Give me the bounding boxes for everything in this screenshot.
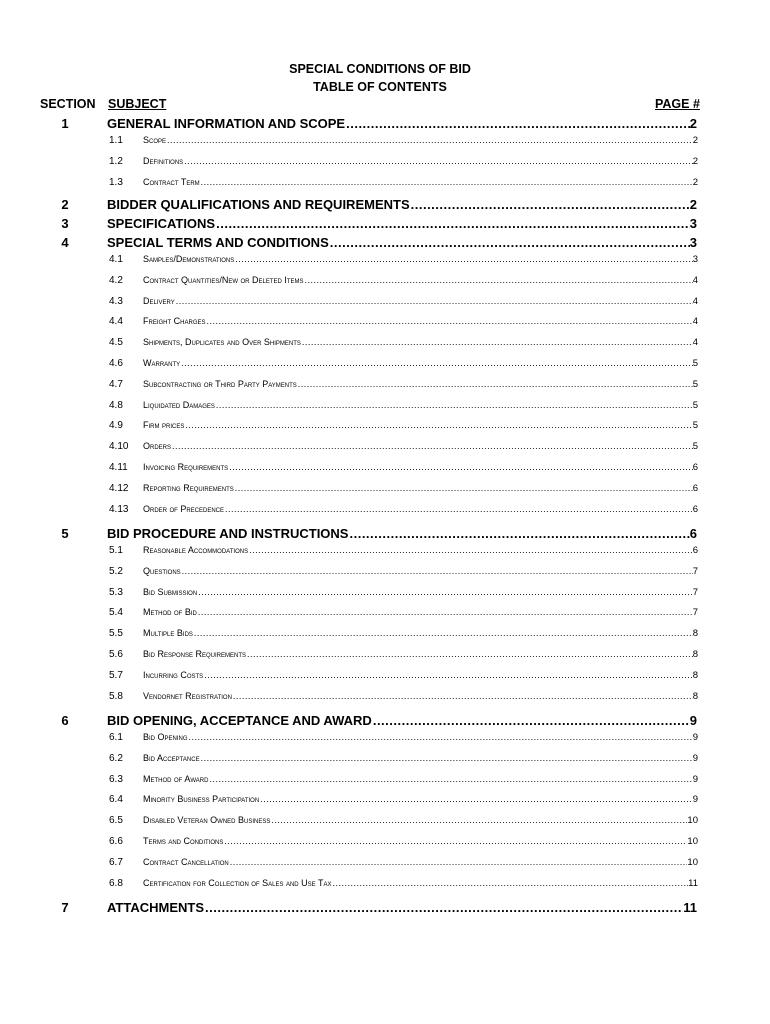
subsection-number: 5.5 (109, 628, 123, 640)
toc-entry-minor[interactable] (109, 607, 698, 618)
section-number: 3 (61, 216, 69, 231)
page-number: 9 (692, 773, 698, 785)
subsection-label: Method of Award (143, 773, 209, 784)
dot-leader (208, 774, 692, 784)
subsection-label: Invoicing Requirements (143, 462, 229, 472)
section-title: BIDDER QUALIFICATIONS AND REQUIREMENTS (107, 197, 410, 212)
subsection-label: Reporting Requirements (143, 482, 234, 493)
page-number: 8 (692, 669, 698, 681)
dot-leader (232, 691, 693, 701)
page-number: 7 (692, 586, 698, 598)
subsection-number: 1.3 (109, 176, 123, 188)
section-number: 7 (61, 900, 69, 915)
dot-leader (197, 587, 693, 597)
toc-entry-minor[interactable] (109, 316, 698, 327)
page-number: 11 (683, 900, 697, 915)
toc-entry-minor[interactable] (109, 462, 698, 473)
page-number: 5 (692, 378, 698, 390)
dot-leader (248, 545, 693, 555)
dot-leader (193, 628, 693, 638)
page-number: 5 (692, 420, 698, 432)
subsection-label: Shipments, Duplicates and Over Shipments (143, 337, 301, 348)
page-number: 10 (687, 856, 698, 868)
page-number: 3 (692, 254, 698, 265)
page-number: 2 (692, 155, 698, 167)
toc-entry-minor[interactable] (109, 753, 698, 764)
column-header-page: PAGE # (655, 97, 700, 111)
page-number: 6 (692, 503, 698, 515)
subsection-label: Orders (143, 441, 172, 452)
toc-entry-minor[interactable] (109, 836, 698, 847)
page-number: 8 (692, 649, 698, 660)
toc-entry-minor[interactable] (109, 177, 698, 188)
page-number: 11 (688, 877, 698, 889)
page-number: 4 (692, 337, 698, 349)
page-number: 4 (692, 295, 698, 307)
toc-entry-major[interactable] (107, 235, 697, 250)
toc-entry-minor[interactable] (109, 774, 698, 785)
subsection-number: 5.3 (109, 586, 123, 598)
dot-leader (166, 135, 693, 145)
toc-entry-minor[interactable] (109, 483, 698, 494)
subsection-label: Terms and Conditions (143, 836, 224, 846)
dot-leader (203, 670, 693, 680)
subsection-number: 4.3 (109, 295, 123, 307)
subsection-label: Warranty (143, 358, 181, 368)
dot-leader (234, 483, 693, 493)
toc-entry-minor[interactable] (109, 400, 698, 411)
dot-leader (183, 156, 693, 166)
subsection-number: 4.4 (109, 316, 123, 328)
subsection-label: Scope (143, 135, 167, 145)
dot-leader (228, 462, 693, 472)
toc-entry-minor[interactable] (109, 649, 698, 660)
subsection-number: 6.4 (109, 794, 123, 806)
dot-leader (297, 379, 693, 389)
dot-leader (372, 713, 690, 728)
subsection-label: Contract Cancellation (143, 856, 229, 867)
section-number: 5 (61, 526, 69, 541)
toc-entry-minor[interactable] (109, 815, 698, 826)
dot-leader (215, 400, 693, 410)
toc-entry-minor[interactable] (109, 732, 698, 743)
subsection-label: Freight Charges (143, 316, 206, 327)
dot-leader (224, 504, 693, 514)
page-number: 3 (689, 235, 697, 250)
subsection-number: 4.8 (109, 399, 123, 411)
subsection-label: Reasonable Accommodations (143, 545, 249, 555)
page-number: 9 (692, 732, 698, 743)
dot-leader (200, 753, 693, 763)
dot-leader (175, 296, 693, 306)
subsection-label: Firm prices (143, 420, 185, 431)
page-number: 9 (692, 752, 698, 764)
page-number: 10 (687, 836, 698, 847)
dot-leader (229, 857, 688, 867)
page-number: 2 (689, 116, 697, 131)
page-number: 10 (687, 815, 698, 827)
subsection-number: 4.1 (109, 254, 123, 265)
page-number: 4 (692, 274, 698, 286)
subsection-number: 4.2 (109, 274, 123, 286)
document-title: SPECIAL CONDITIONS OF BID (289, 62, 471, 76)
subsection-number: 4.12 (109, 482, 129, 494)
subsection-number: 6.5 (109, 815, 123, 827)
toc-entry-major[interactable] (107, 713, 697, 728)
subsection-label: Method of Bid (143, 607, 197, 618)
page-number: 4 (692, 316, 698, 328)
dot-leader (301, 337, 693, 347)
dot-leader (331, 878, 688, 888)
section-title: SPECIAL TERMS AND CONDITIONS (107, 235, 329, 250)
subsection-label: Questions (143, 565, 181, 576)
subsection-number: 6.8 (109, 877, 123, 889)
dot-leader (180, 358, 693, 368)
toc-entry-minor[interactable] (109, 628, 698, 639)
subsection-number: 6.1 (109, 732, 123, 743)
dot-leader (410, 197, 690, 212)
toc-entry-minor[interactable] (109, 379, 698, 390)
subsection-label: Bid Response Requirements (143, 649, 247, 659)
subsection-label: Certification for Collection of Sales and Use Tax (143, 877, 332, 888)
page-number: 6 (692, 545, 698, 556)
subsection-number: 1.2 (109, 155, 123, 167)
subsection-label: Minority Business Participation (143, 794, 260, 805)
subsection-number: 4.7 (109, 378, 123, 390)
toc-entry-major[interactable] (107, 197, 697, 212)
toc-entry-minor[interactable] (109, 857, 698, 868)
toc-entry-minor[interactable] (109, 156, 698, 167)
dot-leader (270, 815, 687, 825)
subsection-number: 4.6 (109, 358, 123, 369)
toc-entry-minor[interactable] (109, 337, 698, 348)
subsection-label: Disabled Veteran Owned Business (143, 815, 271, 826)
toc-entry-major[interactable] (107, 900, 697, 915)
dot-leader (348, 526, 689, 541)
subsection-number: 4.11 (109, 462, 128, 473)
toc-entry-minor[interactable] (109, 566, 698, 577)
toc-entry-minor[interactable] (109, 794, 698, 805)
toc-entry-minor[interactable] (109, 275, 698, 286)
toc-entry-minor[interactable] (109, 670, 698, 681)
page-number: 6 (692, 462, 698, 473)
dot-leader (197, 607, 693, 617)
subsection-number: 5.2 (109, 565, 123, 577)
subsection-number: 5.4 (109, 607, 123, 619)
subsection-label: Multiple Bids (143, 628, 193, 639)
column-header-section: SECTION (40, 97, 96, 111)
toc-entry-minor[interactable] (109, 296, 698, 307)
section-number: 1 (61, 116, 69, 131)
dot-leader (304, 275, 693, 285)
page-number: 2 (689, 197, 697, 212)
subsection-number: 4.9 (109, 420, 123, 432)
toc-entry-minor[interactable] (109, 358, 698, 369)
page-number: 8 (692, 690, 698, 702)
subsection-label: Bid Acceptance (143, 752, 200, 763)
toc-entry-major[interactable] (107, 116, 697, 131)
dot-leader (206, 316, 693, 326)
dot-leader (184, 420, 692, 430)
subsection-label: Vendornet Registration (143, 690, 232, 701)
dot-leader (345, 116, 690, 131)
page-number: 9 (689, 713, 697, 728)
page-number: 7 (692, 565, 698, 577)
toc-entry-major[interactable] (107, 216, 697, 231)
section-number: 2 (61, 197, 69, 212)
page-number: 6 (689, 526, 697, 541)
page-number: 3 (689, 216, 697, 231)
subsection-label: Samples/Demonstrations (143, 254, 235, 264)
subsection-number: 5.8 (109, 690, 123, 702)
subsection-label: Incurring Costs (143, 669, 204, 680)
subsection-number: 1.1 (109, 135, 123, 146)
dot-leader (200, 177, 693, 187)
section-number: 4 (61, 235, 69, 250)
toc-entry-minor[interactable] (109, 420, 698, 431)
toc-entry-minor[interactable] (109, 545, 698, 556)
page-number: 2 (692, 176, 698, 188)
page-number: 5 (692, 441, 698, 453)
dot-leader (171, 441, 693, 451)
toc-entry-minor[interactable] (109, 254, 698, 265)
subsection-number: 5.7 (109, 669, 123, 681)
dot-leader (234, 254, 692, 264)
section-title: SPECIFICATIONS (107, 216, 216, 231)
section-title: BID PROCEDURE AND INSTRUCTIONS (107, 526, 349, 541)
subsection-number: 4.13 (109, 503, 129, 515)
subsection-number: 6.2 (109, 752, 123, 764)
section-number: 6 (61, 713, 69, 728)
subsection-label: Bid Opening (143, 732, 188, 742)
subsection-label: Contract Quantities/New or Deleted Items (143, 274, 304, 285)
section-title: BID OPENING, ACCEPTANCE AND AWARD (107, 713, 372, 728)
subsection-number: 5.1 (109, 545, 123, 556)
dot-leader (246, 649, 693, 659)
subsection-label: Delivery (143, 295, 175, 306)
toc-entry-minor[interactable] (109, 441, 698, 452)
subsection-label: Bid Submission (143, 586, 198, 597)
dot-leader (181, 566, 693, 576)
section-title: ATTACHMENTS (107, 900, 205, 915)
subsection-label: Contract Term (143, 176, 200, 187)
subsection-label: Definitions (143, 155, 184, 166)
subsection-label: Order of Precedence (143, 503, 225, 514)
subsection-label: Subcontracting or Third Party Payments (143, 378, 297, 389)
section-title: GENERAL INFORMATION AND SCOPE (107, 116, 346, 131)
subsection-number: 4.10 (109, 441, 129, 453)
subsection-label: Liquidated Damages (143, 399, 215, 410)
subsection-number: 5.6 (109, 649, 123, 660)
toc-entry-minor[interactable] (109, 504, 698, 515)
page-number: 5 (692, 358, 698, 369)
dot-leader (204, 900, 683, 915)
toc-entry-minor[interactable] (109, 691, 698, 702)
page-number: 5 (692, 399, 698, 411)
subsection-number: 4.5 (109, 337, 123, 349)
toc-entry-minor[interactable] (109, 135, 698, 146)
page-number: 7 (692, 607, 698, 619)
dot-leader (188, 732, 693, 742)
toc-entry-minor[interactable] (109, 587, 698, 598)
page-number: 9 (692, 794, 698, 806)
dot-leader (215, 216, 690, 231)
page-number: 2 (692, 135, 698, 146)
page-number: 8 (692, 628, 698, 640)
dot-leader (329, 235, 690, 250)
document-subtitle: TABLE OF CONTENTS (313, 80, 447, 94)
toc-entry-major[interactable] (107, 526, 697, 541)
dot-leader (259, 794, 693, 804)
subsection-number: 6.3 (109, 773, 123, 785)
toc-entry-minor[interactable] (109, 878, 698, 889)
subsection-number: 6.7 (109, 856, 123, 868)
page-number: 6 (692, 482, 698, 494)
subsection-number: 6.6 (109, 836, 123, 847)
column-header-subject: SUBJECT (108, 97, 167, 111)
dot-leader (223, 836, 687, 846)
